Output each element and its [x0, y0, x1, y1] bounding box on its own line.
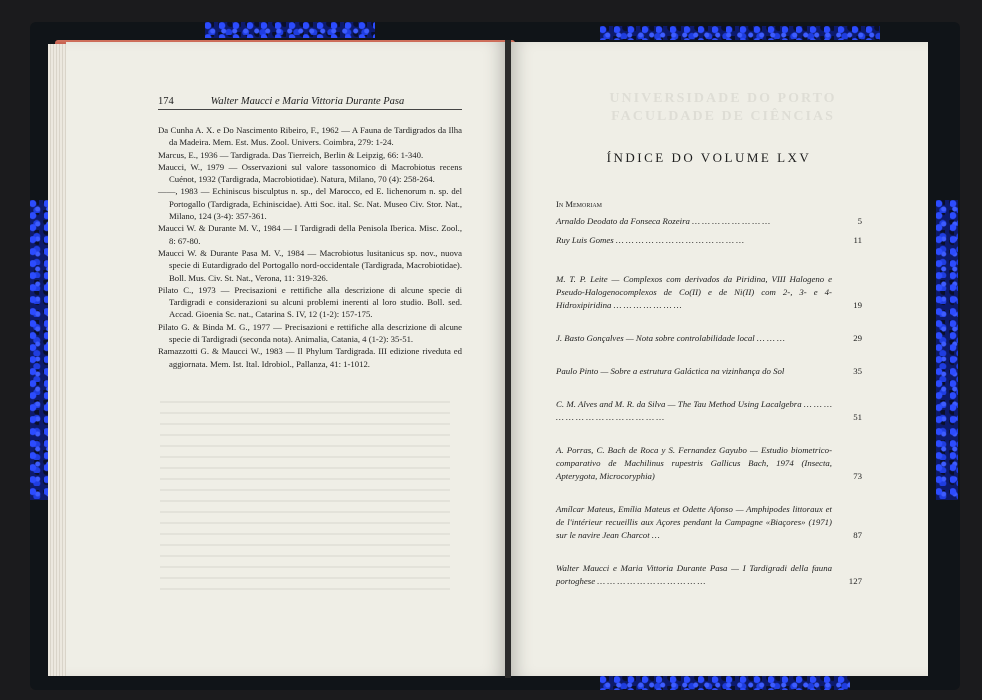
entry-page: 29	[853, 333, 862, 343]
entry-page: 87	[853, 530, 862, 540]
show-through-text	[160, 392, 450, 592]
marbled-edge	[600, 26, 880, 40]
index-entry	[556, 365, 862, 378]
index-entry	[556, 215, 862, 228]
show-through-heading: UNIVERSIDADE DO PORTO FACULDADE DE CIÊNCIAS	[609, 91, 837, 124]
index-entry	[556, 273, 862, 312]
entry-text: Paulo Pinto — Sobre a estrutura Galáctica na vizinhança do Sol	[556, 366, 785, 376]
index-entry	[556, 444, 862, 483]
running-title: Walter Maucci e Maria Vittoria Durante Pasa	[210, 96, 405, 107]
index-entry	[556, 234, 862, 247]
entry-page: 11	[853, 235, 862, 245]
entry-text: Arnaldo Deodato da Fonseca Rozeira … … … … … … … …	[556, 216, 771, 226]
reference-item: Da Cunha A. X. e Do Nascimento Ribeiro, F., 1962 — A Fauna de Tardigrados da Ilha da Madeira. Mem. Est. Mus. Zool. Univers. Coimbra, 279: 1-24.	[158, 125, 462, 148]
reference-item: ——, 1983 — Echiniscus bisculptus n. sp., del Marocco, ed E. lichenorum n. sp. del Portogallo (Tardigrada, Echiniscidae). Atti Soc. ital. Sc. Nat. Museo Civ. Stor. Nat., Milano, 124 (3-4): 357-361.	[158, 186, 462, 222]
marbled-edge	[600, 676, 850, 690]
entry-text: J. Basto Gonçalves — Nota sobre controlabilidade local … … …	[556, 333, 785, 343]
entry-page: 51	[853, 412, 862, 422]
index-title: ÍNDICE DO VOLUME LXV	[606, 150, 812, 165]
entry-page: 127	[848, 576, 862, 586]
index-entry	[556, 398, 862, 424]
entry-text: M. T. P. Leite — Complexos com derivados da Piridina, VIII Halogeno e Pseudo-Halogenocomplexos de Co(II) e de Ni(II) com 2-, 3- e 4-Hidroxipiridina … … … … … … …	[556, 274, 832, 310]
reference-item: Ramazzotti G. & Maucci W., 1983 — Il Phylum Tardigrada. III edizione riveduta ed aggiornata. Mem. Ist. Ital. Idrobiol., Pallanza, 41: 1-1012.	[158, 346, 462, 369]
book-spine	[505, 40, 511, 678]
marbled-edge	[936, 200, 958, 500]
entry-page: 35	[853, 366, 862, 376]
reference-item: Maucci W. & Durante M. V., 1984 — I Tardigradi della Penisola Iberica. Misc. Zool., 8: 67-80.	[158, 223, 462, 246]
index-entry	[556, 562, 862, 588]
entry-page: 73	[853, 471, 862, 481]
entry-text: Ruy Luis Gomes … … … … … … … … … … … … …	[556, 235, 744, 245]
index-entry	[556, 332, 862, 345]
index-entry	[556, 503, 862, 542]
entry-page: 19	[853, 300, 862, 310]
entry-page: 5	[857, 216, 862, 226]
entry-text: Walter Maucci e Maria Vittoria Durante Pasa — I Tardigradi della fauna portoghese … … … … … … … … … … …	[556, 563, 832, 586]
entry-text: C. M. Alves and M. R. da Silva — The Tau Method Using Lacalgebra … … … … … … … … … … … … … …	[556, 399, 832, 422]
entry-text: Amílcar Mateus, Emília Mateus et Odette Afonso — Amphipodes littoraux et de l'intérieur recueillis aux Açores pendant la Campagne «Biaçores» (1971) sur le navire Jean Charcot …	[556, 504, 832, 540]
marbled-edge	[205, 22, 375, 38]
entry-text: A. Porras, C. Bach de Roca y S. Fernandez Gayubo — Estudio biometrico-comparativo de Machilinus rupestris Gallicus Bach, 1974 (Insecta, Apterygota, Microcoryphia)	[556, 445, 832, 481]
page-number: 174	[158, 96, 174, 107]
reference-item: Maucci W. & Durante Pasa M. V., 1984 — Macrobiotus lusitanicus sp. nov., nuova specie di Eutardigrado del Portogallo nord-occidentale (Tardigrada, Macrobiotidae). Boll. Mus. Civ. St. Nat., Verona, 11: 319-326.	[158, 247, 462, 283]
reference-list	[158, 124, 462, 370]
reference-item: Maucci, W., 1979 — Osservazioni sul valore tassonomico di Macrobiotus recens Cuénot, 1932 (Tardigrada, Macrobiotidae). Natura, Milano, 70 (4): 258-264.	[158, 161, 462, 185]
reference-item: Marcus, E., 1936 — Tardigrada. Das Tierreich, Berlin & Leipzig, 66: 1-340.	[158, 149, 424, 160]
reference-item: Pilato C., 1973 — Precisazioni e rettifiche alla descrizione di alcune specie di Tardigradi e considerazioni su alcuni problemi inerenti al loro studio. Boll. sed. Accad. Gioenia Sc. nat., Catarina S. IV, 12 (1-2): 157-175.	[158, 284, 462, 320]
index-list	[556, 198, 862, 588]
section-heading: In Memoriam	[556, 199, 602, 209]
running-header	[158, 96, 462, 110]
reference-item: Pilato G. & Binda M. G., 1977 — Precisazioni e rettifiche alla descrizione di alcune specie di Tardigradi (seconda nota). Animalia, Catania, 4 (1-2): 35-51.	[158, 321, 462, 345]
